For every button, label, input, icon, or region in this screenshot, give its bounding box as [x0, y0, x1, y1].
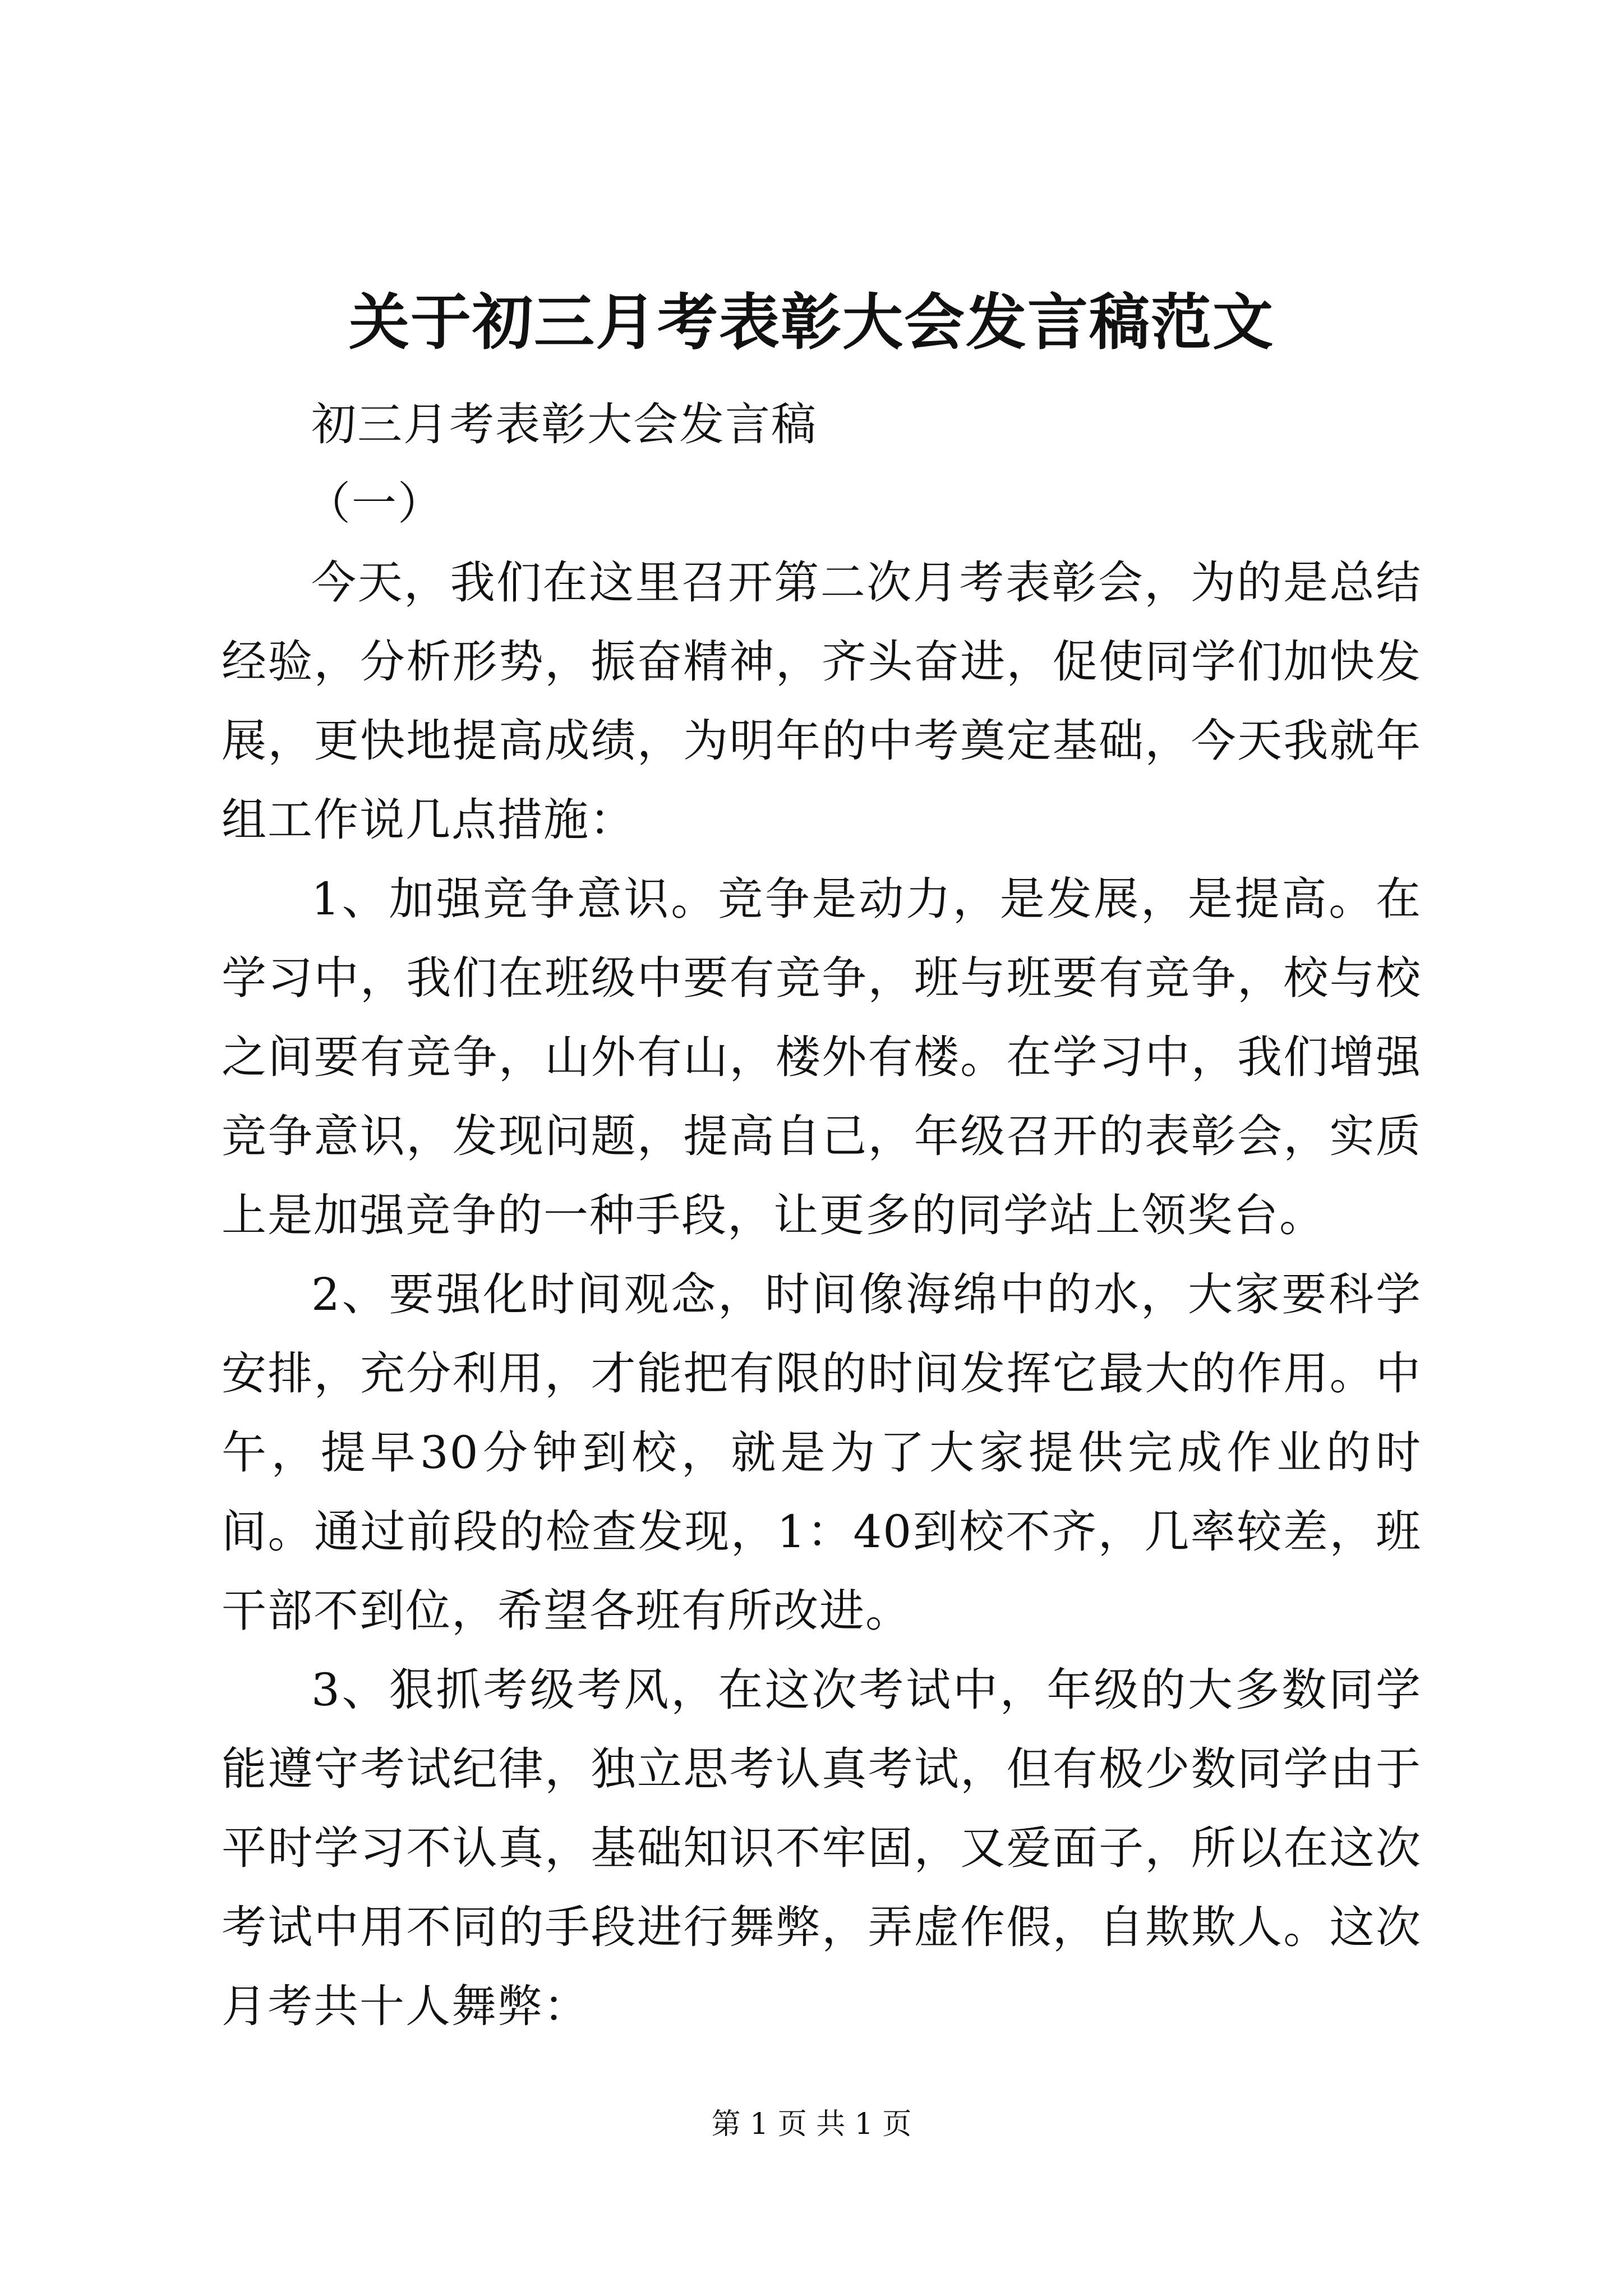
document-body	[222, 385, 1422, 2046]
page-footer: 第 1 页 共 1 页	[711, 2108, 912, 2141]
section-marker-paragraph: （一）	[306, 477, 444, 530]
document-title: 关于初三月考表彰大会发言稿范文	[348, 287, 1274, 358]
intro-paragraph: 今天，我们在这里召开第二次月考表彰会，为的是总结经验，分析形势，振奋精神，齐头奋进，促使同学们加快发展，更快地提高成绩，为明年的中考奠定基础，今天我就年组工作说几点措施：	[222, 556, 1422, 846]
point-3-paragraph: 3、狠抓考级考风，在这次考试中，年级的大多数同学能遵守考试纪律，独立思考认真考试，但有极少数同学由于平时学习不认真，基础知识不牢固，又爱面子，所以在这次考试中用不同的手段进行舞弊，弄虚作假，自欺欺人。这次月考共十人舞弊：	[222, 1664, 1422, 2032]
subtitle-paragraph: 初三月考表彰大会发言稿	[311, 398, 817, 450]
point-1-paragraph: 1、加强竞争意识。竞争是动力，是发展，是提高。在学习中，我们在班级中要有竞争，班与班要有竞争，校与校之间要有竞争，山外有山，楼外有楼。在学习中，我们增强竞争意识，发现问题，提高自己，年级召开的表彰会，实质上是加强竞争的一种手段，让更多的同学站上领奖台。	[222, 873, 1422, 1241]
point-2-paragraph: 2、要强化时间观念，时间像海绵中的水，大家要科学安排，充分利用，才能把有限的时间发挥它最大的作用。中午，提早30分钟到校，就是为了大家提供完成作业的时间。通过前段的检查发现，1：40到校不齐，几率较差，班干部不到位，希望各班有所改进。	[222, 1268, 1422, 1637]
